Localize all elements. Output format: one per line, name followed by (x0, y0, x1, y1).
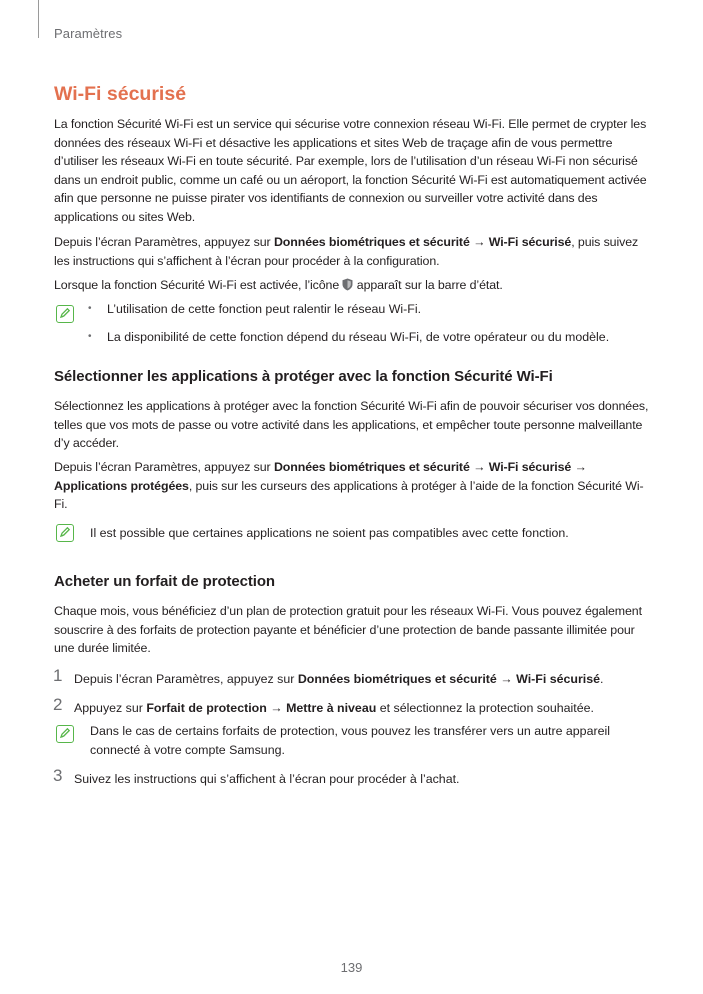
status-instruction: Lorsque la fonction Sécurité Wi-Fi est activée, l’icône apparaît sur la barre d’état. (54, 278, 503, 292)
page-number: 139 (340, 960, 363, 975)
step-number-1: 1 (53, 666, 63, 685)
config-instruction: Depuis l’écran Paramètres, appuyez sur Données biométriques et sécurité → Wi-Fi sécurisé, puis suivez les instructions qui s’affichent à l’écran pour procéder à la configuration. (54, 235, 639, 268)
transfer-note: Dans le cas de certains forfaits de protection, vous pouvez les transférer vers un autre appareil connecté à votre compte Samsung. (90, 724, 610, 757)
compatibility-note: Il est possible que certaines applications ne soient pas compatibles avec cette fonction. (90, 526, 569, 540)
heading-select-apps: Sélectionner les applications à protéger avec la fonction Sécurité Wi-Fi (54, 368, 553, 385)
select-apps-instruction: Depuis l’écran Paramètres, appuyez sur Données biométriques et sécurité → Wi-Fi sécurisé → Applications protégées, puis sur les curseurs des applications à protéger à l’aide de la fonction Sécurité Wi-Fi. (54, 460, 644, 511)
note-item: • La disponibilité de cette fonction dépend du réseau Wi-Fi, de votre opérateur ou du modèle. (88, 328, 648, 347)
step-3: Suivez les instructions qui s’affichent à l’écran pour procéder à l’achat. (74, 772, 460, 786)
section-header: Paramètres (54, 26, 123, 41)
step-2: Appuyez sur Forfait de protection → Mettre à niveau et sélectionnez la protection souhaitée. (74, 701, 594, 715)
menu-path-biometrics: Données biométriques et sécurité (273, 235, 470, 249)
note-icon (56, 524, 74, 542)
buy-plan-paragraph: Chaque mois, vous bénéficiez d’un plan de protection gratuit pour les réseaux Wi-Fi. Vous pouvez également souscrire à des forfaits de protection payante et bénéficier d’une protection de bande passante illimitée pour une durée limitée. (54, 604, 642, 655)
step-number-2: 2 (53, 695, 63, 714)
page-title: Wi-Fi sécurisé (54, 83, 187, 105)
note-item: • L’utilisation de cette fonction peut ralentir le réseau Wi-Fi. (88, 300, 648, 319)
shield-icon (342, 278, 353, 291)
note-icon (56, 305, 74, 323)
note-list (88, 300, 648, 355)
note-icon (56, 725, 74, 743)
step-1: Depuis l’écran Paramètres, appuyez sur Données biométriques et sécurité → Wi-Fi sécurisé. (74, 672, 604, 686)
select-apps-paragraph: Sélectionnez les applications à protéger avec la fonction Sécurité Wi-Fi afin de pouvoir sécuriser vos données, telles que vos mots de passe ou votre activité dans les applications, et empêcher toute personne malveillante d’y accéder. (54, 399, 649, 450)
header-rule (38, 0, 39, 38)
menu-path-secure-wifi: Wi-Fi sécurisé (488, 235, 572, 249)
heading-buy-plan: Acheter un forfait de protection (54, 573, 275, 590)
intro-paragraph: La fonction Sécurité Wi-Fi est un service qui sécurise votre connexion réseau Wi-Fi. Elle permet de crypter les données des réseaux Wi-Fi et désactive les applications et sites Web de traçage afin de vous permettre d’utiliser les réseaux Wi-Fi en toute sécurité. Par exemple, lors de l’utilisation d’un réseau Wi-Fi non sécurisé dans un endroit public, comme un café ou un aéroport, la fonction Sécurité Wi-Fi est automatiquement activée afin que personne ne puisse pirater vos identifiants de connexion ou surveiller votre activité dans des applications ou sites Web. (54, 117, 647, 224)
step-number-3: 3 (53, 766, 63, 785)
